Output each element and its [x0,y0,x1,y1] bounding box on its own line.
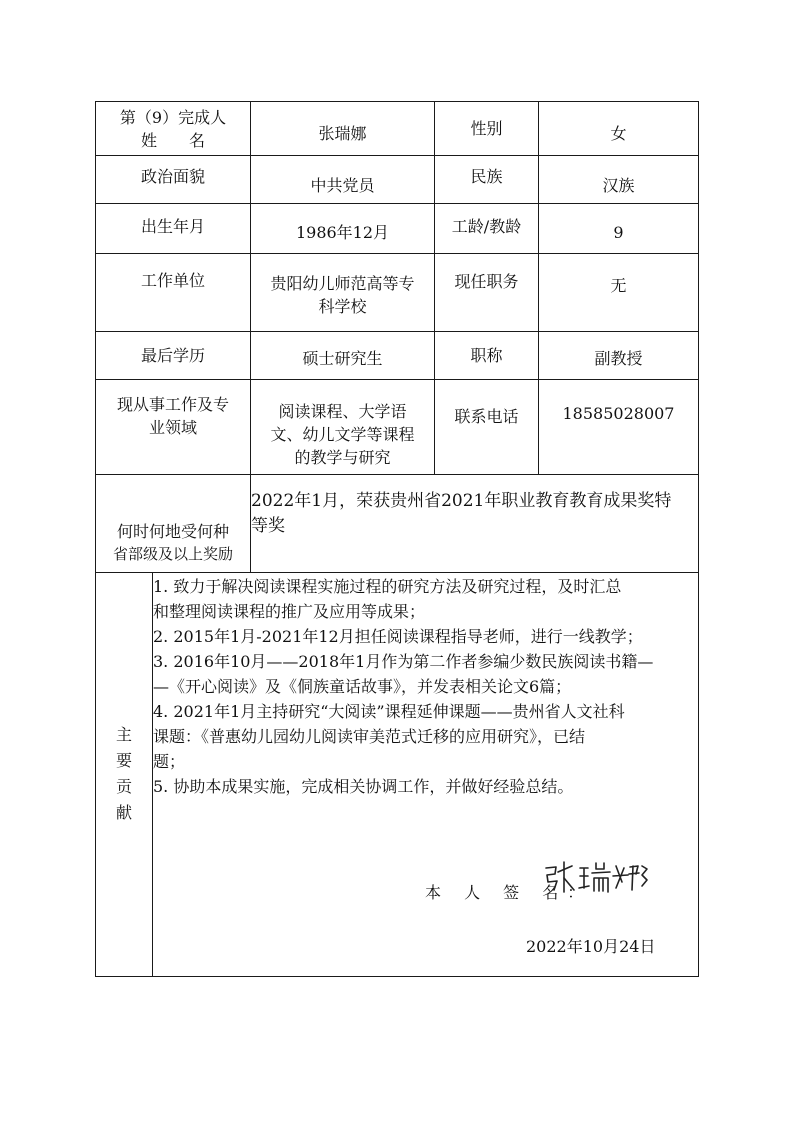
award-value-line: 等奖 [251,516,285,536]
completer-label-cell [96,102,250,155]
gender-label-cell [435,102,538,155]
phone-label: 联系电话 [454,406,519,426]
position-value: 无 [610,276,627,295]
workplace-label: 工作单位 [140,271,205,290]
contribution-text [153,574,696,799]
position-label-cell [435,254,538,331]
workplace-value-line: 科学校 [318,296,367,316]
contribution-line: 3. 2016年10月——2018年1月作为第二作者参编少数民族阅读书籍— [153,652,654,671]
education-value-cell [251,332,434,379]
birth-label-cell [96,204,250,253]
education-value: 硕士研究生 [302,349,383,368]
seniority-label: 工龄/教龄 [451,217,522,236]
signature-label: 本 人 签 名： [425,883,593,902]
politics-value-cell [251,156,434,203]
seniority-value-cell [539,204,698,253]
handwritten-signature [540,854,650,902]
contribution-label-char: 要 [115,751,132,770]
ethnicity-label: 民族 [470,167,503,186]
title-value: 副教授 [594,349,643,368]
contribution-line: 题； [153,752,186,771]
seniority-value: 9 [613,223,624,242]
contribution-line: 5. 协助本成果实施，完成相关协调工作，并做好经验总结。 [153,777,574,796]
contribution-line: —《开心阅读》及《侗族童话故事》，并发表相关论文6篇； [153,677,572,696]
birth-value-cell [251,204,434,253]
title-value-cell [539,332,698,379]
contribution-label-char: 主 [115,725,132,744]
ethnicity-label-cell [435,156,538,203]
field-label-line: 现从事工作及专 [116,395,229,414]
seniority-label-cell [435,204,538,253]
position-value-cell [539,254,698,331]
field-value-line: 文、幼儿文学等课程 [270,424,415,444]
position-label: 现任职务 [454,272,519,291]
birth-label: 出生年月 [140,217,205,236]
completer-label: 第（9）完成人 [119,107,227,127]
politics-value: 中共党员 [310,176,375,195]
workplace-value-cell [251,254,434,331]
signature-date: 2022年10月24日 [526,937,656,956]
contribution-label-char: 贡 [115,777,132,796]
title-label-cell [435,332,538,379]
field-value-line: 阅读课程、大学语 [278,401,407,421]
ethnicity-value: 汉族 [602,176,635,195]
workplace-value-line: 贵阳幼儿师范高等专 [270,273,415,293]
phone-value-cell [539,380,698,474]
award-value-line: 2022年1月，荣获贵州省2021年职业教育教育成果奖特 [251,491,672,511]
field-label-line: 业领域 [148,418,197,437]
field-label-cell [96,380,250,474]
name-value-cell [251,102,434,155]
award-value-cell [251,475,698,572]
award-label-line: 何时何地受何种 [116,521,229,541]
table-border [95,976,699,977]
name-value: 张瑞娜 [318,124,367,143]
phone-label-cell [435,380,538,474]
contribution-line: 4. 2021年1月主持研究“大阅读”课程延伸课题——贵州省人文社科 [153,702,625,721]
field-value-cell [251,380,434,474]
contribution-line: 2. 2015年1月-2021年12月担任阅读课程指导老师，进行一线教学； [153,627,643,646]
ethnicity-value-cell [539,156,698,203]
award-label-cell [96,475,250,572]
gender-value: 女 [610,124,627,143]
gender-label: 性别 [470,119,503,138]
contribution-line: 课题：《普惠幼儿园幼儿阅读审美范式迁移的应用研究》，已结 [153,727,586,746]
politics-label-cell [96,156,250,203]
education-label: 最后学历 [140,346,205,365]
award-label-line: 省部级及以上奖励 [112,544,233,563]
workplace-label-cell [96,254,250,331]
phone-value: 18585028007 [562,403,675,423]
table-border [95,572,699,573]
table-border [698,101,699,977]
politics-label: 政治面貌 [140,167,205,186]
title-label: 职称 [470,346,503,365]
contribution-line: 和整理阅读课程的推广及应用等成果； [153,602,426,621]
name-label: 姓 名 [140,130,205,150]
contribution-label [96,722,152,826]
education-label-cell [96,332,250,379]
contribution-line: 1. 致力于解决阅读课程实施过程的研究方法及研究过程，及时汇总 [153,577,622,596]
birth-value: 1986年12月 [295,223,390,242]
field-value-line: 的教学与研究 [294,447,391,467]
contribution-label-char: 献 [115,803,132,822]
gender-value-cell [539,102,698,155]
